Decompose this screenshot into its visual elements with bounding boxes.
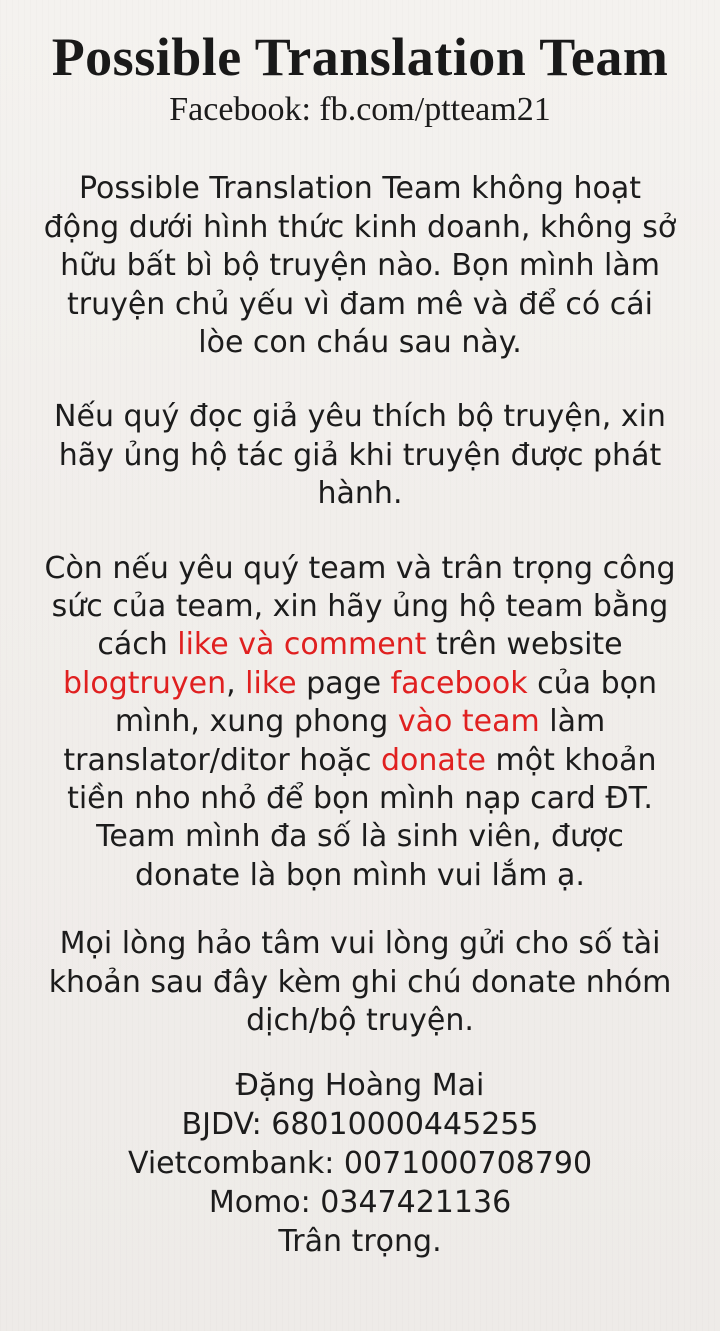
- support-team-text-1: Còn nếu yêu quý team và trân trọng công sức của team, xin hãy ủng hộ team bằng cách: [44, 550, 676, 663]
- account-vietcombank: Vietcombank: 0071000708790: [127, 1146, 593, 1182]
- support-team-text-7: một khoản tiền nho nhỏ để bọn mình nạp card ĐT. Team mình đa số là sinh viên, được donate là bọn mình vui lắm ạ.: [67, 742, 657, 893]
- account-holder-name: Đặng Hoàng Mai: [235, 1068, 485, 1104]
- support-team-text-6: làm translator/ditor hoặc: [63, 704, 606, 778]
- bank-details: [38, 1066, 682, 1261]
- highlight-like-and-comment: like và comment: [177, 627, 427, 663]
- support-team-text-5: của bọn mình, xung phong: [114, 665, 658, 740]
- account-bidv: BJDV: 68010000445255: [181, 1107, 539, 1143]
- credits-body: [38, 170, 682, 1261]
- highlight-facebook: facebook: [390, 665, 528, 701]
- highlight-like: like: [245, 665, 297, 701]
- paragraph-support-author-text: Nếu quý đọc giả yêu thích bộ truyện, xin hãy ủng hộ tác giả khi truyện được phát hành.: [54, 399, 666, 512]
- highlight-donate: donate: [380, 742, 486, 778]
- page-title: Possible Translation Team: [51, 27, 669, 87]
- paragraph-donation-note: [38, 925, 682, 1040]
- closing-line: Trân trọng.: [278, 1224, 442, 1260]
- support-team-text-2: trên website: [426, 627, 623, 663]
- highlight-join-team: vào team: [397, 704, 540, 740]
- paragraph-about-text: Possible Translation Team không hoạt động dưới hình thức kinh doanh, không sở hữu bất bì bộ truyện nào. Bọn mình làm truyện chủ yếu vì đam mê và để có cái lòe con cháu sau này.: [43, 171, 677, 361]
- paragraph-about: [38, 170, 682, 362]
- paragraph-support-author: [38, 398, 682, 513]
- support-team-text-4: page: [296, 665, 391, 701]
- facebook-subtitle: Facebook: fb.com/ptteam21: [169, 91, 551, 129]
- account-momo: Momo: 0347421136: [208, 1185, 512, 1221]
- support-team-text-3: ,: [226, 665, 246, 701]
- paragraph-support-team: [38, 550, 682, 896]
- highlight-blogtruyen: blogtruyen: [62, 665, 227, 701]
- paragraph-donation-note-text: Mọi lòng hảo tâm vui lòng gửi cho số tài khoản sau đây kèm ghi chú donate nhóm dịch/bộ truyện.: [48, 926, 672, 1038]
